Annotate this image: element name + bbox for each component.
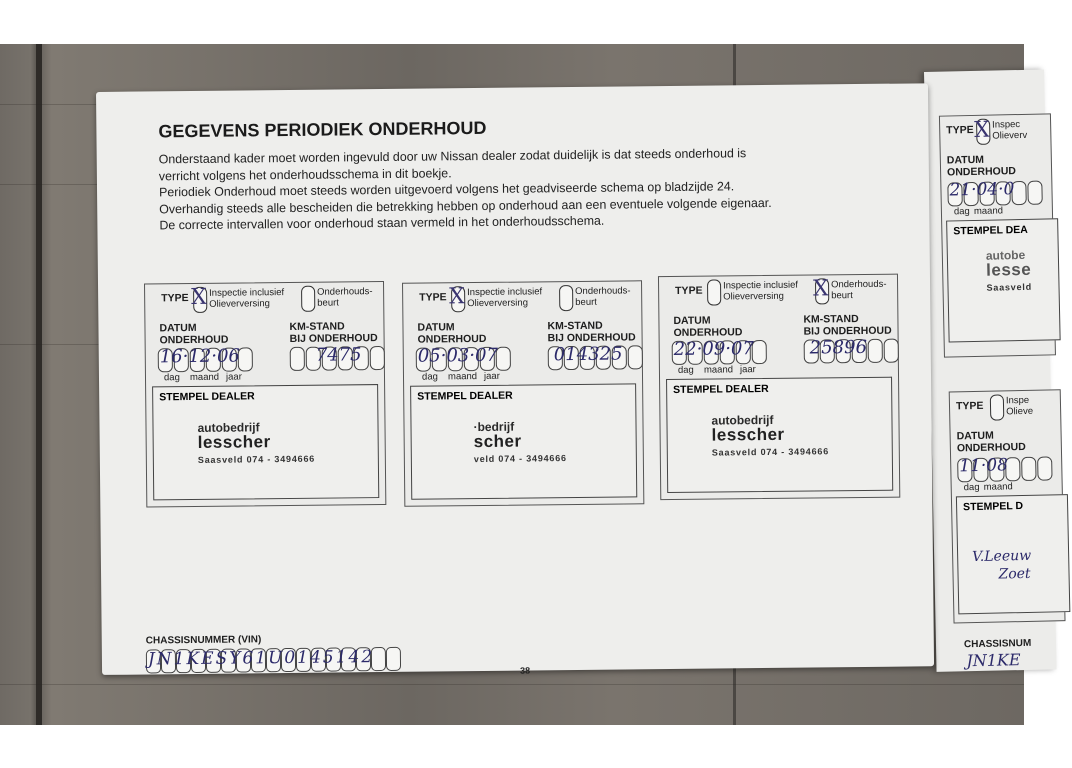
handwritten-date: 16·12·06 [159, 345, 241, 368]
next-page: TYPE X Inspec Olieverv DATUM ONDERHOUD 21·04·0 dag maand STEMPEL DEA autobe lesse Saasveld TYPE Inspe Olieve DATUM ONDERHOUD 11·08 dag maand STEMPEL D V.Leeuw Zoet CHASSISNUM JN1KE [924, 69, 1057, 671]
service-entry-3: TYPE Inspectie inclusief Olieverversing Onderhouds- beurt X DATUM ONDERHOUD KM-STAND BIJ ONDERHOUD 22·09·07 25896 dag maand jaar STEMPEL DEALER autobedrijf lesscher Saasveld 074 - 3494666 [658, 274, 900, 501]
wooden-table-photo [0, 44, 1034, 725]
check-mark: X [449, 284, 465, 310]
handwritten-km: 25896 [809, 336, 868, 359]
handwritten-vin: JN1KESY61U0145142 [147, 647, 375, 670]
type-label: TYPE [675, 284, 703, 297]
handwritten-km: 7475 [315, 344, 362, 366]
service-entry-1: TYPE Inspectie inclusief Olieverversing Onderhouds- beurt X DATUM ONDERHOUD KM-STAND BIJ ONDERHOUD 16·12·06 7475 dag maand jaar STEMPEL DEALER autobedrijf lesscher Saasveld 074 - 3494666 [144, 281, 386, 508]
handwritten-date: 11·08 [959, 455, 1009, 477]
page-number: 38 [520, 665, 531, 676]
handwritten-date: 21·04·0 [949, 179, 1015, 201]
dealer-stamp-area: STEMPEL DEALER ·bedrijf scher veld 074 - 3494666 [410, 383, 637, 499]
handwritten-km: 014325 [553, 343, 623, 366]
maintenance-booklet-page [96, 83, 934, 675]
dealer-stamp-area: STEMPEL D V.Leeuw Zoet [956, 494, 1070, 614]
checkbox-onderhoudsbeurt[interactable] [301, 286, 315, 312]
dealer-stamp-area: STEMPEL DEALER autobedrijf lesscher Saasveld 074 - 3494666 [666, 377, 893, 493]
checkbox-inspectie[interactable] [707, 279, 721, 305]
handwritten-date: 22·09·07 [673, 338, 754, 360]
service-entry-partial: TYPE X Inspec Olieverv DATUM ONDERHOUD 21·04·0 dag maand STEMPEL DEA autobe lesse Saasveld [939, 113, 1056, 357]
intro-text: Onderstaand kader moet worden ingevuld door uw Nissan dealer zodat duidelijk is dat steeds onderhoud is verricht volgens het onderhoudsschema in dit boekje. Periodiek Onderhoud moet steeds worden uitgevoerd volgens het geadviseerde schema op bladzijde 24. Overhandig steeds alle bescheiden die betrekking hebben op onderhoud aan een eventuele volgende eigenaar. De correcte intervallen voor onderhoud staan vermeld in het onderhoudsschema. [158, 146, 772, 233]
service-entry-partial: TYPE Inspe Olieve DATUM ONDERHOUD 11·08 dag maand STEMPEL D V.Leeuw Zoet [949, 389, 1066, 623]
check-mark: X [191, 284, 207, 311]
type-label: TYPE [161, 292, 189, 305]
chassis-label: CHASSISNUMMER (VIN) [145, 634, 262, 647]
check-mark: X [812, 276, 829, 302]
dealer-stamp-area: STEMPEL DEA autobe lesse Saasveld [946, 218, 1061, 342]
dealer-stamp-area: STEMPEL DEALER autobedrijf lesscher Saasveld 074 - 3494666 [152, 384, 379, 500]
page-title: GEGEVENS PERIODIEK ONDERHOUD [158, 117, 487, 142]
type-label: TYPE [419, 291, 447, 304]
plank-gap [36, 44, 42, 725]
service-entry-2: TYPE Inspectie inclusief Olieverversing Onderhouds- beurt X DATUM ONDERHOUD KM-STAND BIJ ONDERHOUD 05·03·07 014325 dag maand jaar STEMPEL DEALER ·bedrijf scher veld 074 - 3494666 [402, 280, 644, 507]
checkbox-onderhoudsbeurt[interactable] [559, 285, 573, 311]
handwritten-date: 05·03·07 [417, 344, 499, 367]
